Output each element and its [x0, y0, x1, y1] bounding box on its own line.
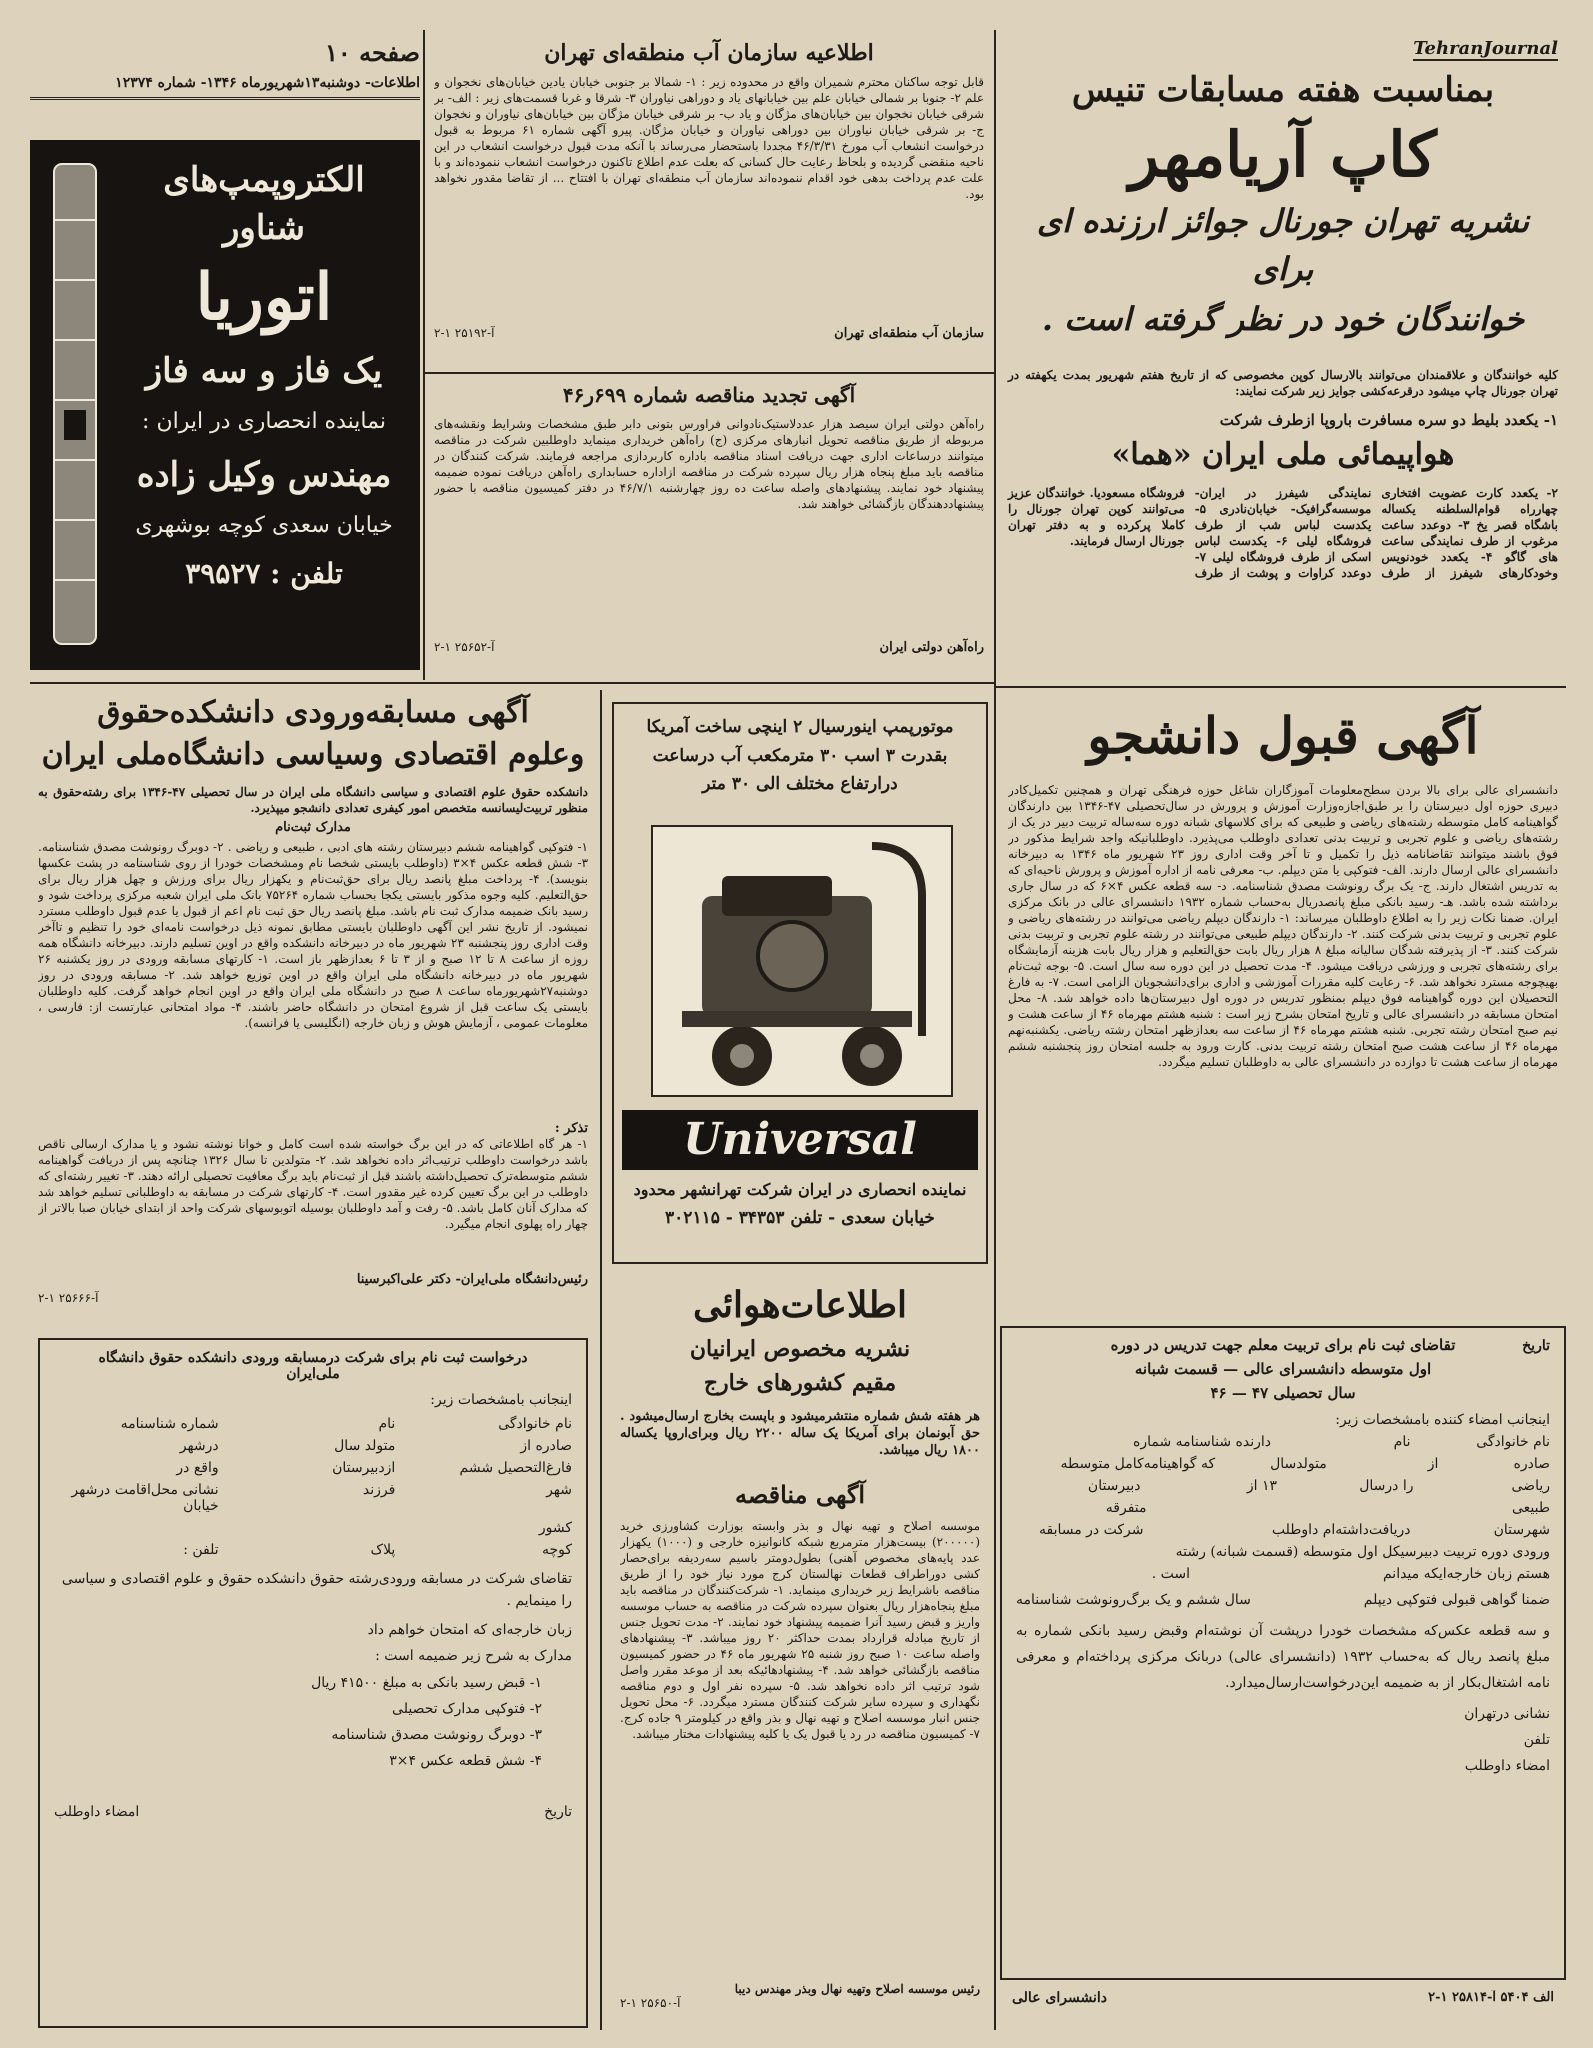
masthead-rule [30, 97, 420, 100]
row-rule [424, 372, 994, 374]
law-notes: ۱- هر گاه اطلاعاتی که در این برگ خواسته شده است کامل و خوانا نوشته نشود و یا مدارک ارسالی ناقص باشد درخواست داوطلب ترتیب‌اثر داده نخواهد شد. ۲- متولدین تا سال ۱۳۲۶ چنانچه پس از دریافت گواهینامه ششم متوسطه‌ترک تحصیل‌داشته باشند قبل از ثبت‌نام باید برگ معافیت تحصیلی ارائه دهند. ۳- تغییر رشته‌ای که داوطلب در این برگ تعیین کرده غیر مقدور است. ۴- کارتهای شرکت در مسابقه به داوطلبانی تسلیم خواهد شد که مدارک آنان کامل باشد. ۵- رفت و آمد داوطلبان بوسیله اتوبوسهای شرکت واحد از ابتدای خیابان صبا بالاتر از چهار راه پهلوی انجام میگیرد. [38, 1137, 588, 1231]
mp-agent: نماینده انحصاری در ایران شرکت تهرانشهر محدود [633, 1180, 967, 1199]
student-registration-form [1000, 1326, 1566, 1980]
law-body: ۱- فتوکپی گواهینامه ششم دبیرستان رشته های ادبی ، طبیعی و ریاضی . ۲- دوبرگ رونوشت مصدق شناسنامه. ۳- شش قطعه عکس ۴×۳ (داوطلب بایستی شخصا نام ومشخصات خودرا از روی شناسنامه در پشت عکسها بنویسد). ۴- پرداخت مبلغ پانصد ریال برای حق‌ثبت‌نام و یکهزار ریال برای ورزش و چهل هزار ریال برای حق‌التعلیم. کلیه وجوه مذکور بایستی یکجا بحساب شماره ۷۵۲۶۴ بانک ملی ایران شعبه مرکزی پرداخت شود و رسید بانک ضمیمه مدارک ثبت نام باشد. مبلغ پانصد ریال حق ثبت نام اعم از قبول یا عدم قبول داوطلب مسترد نمیشود. از تاریخ نشر این آگهی داوطلبان بایستی مطابق نمونه ذیل درخواست نامه‌ای خود را تنظیم و تاآخر وقت اداری روز پنجشنبه ۲۳ شهریور ماه در دبیرخانه دانشکده واقع در اوین تسلیم دارند. دبیرخانه دانشگاه همه روزه از ساعت ۸ تا ۱۲ صبح و از ۳ تا ۶ بعدازظهر باز است. ۱- کارتهای مسابقه ورودی در روز یکشنبه ۲۶ شهریور ماه در دبیرخانه دانشگاه ملی ایران واقع در اوین توزیع خواهد شد. ۲- مسابقه ورودی در روز دوشنبه۲۷شهریورماه ساعت ۸ صبح در دانشگاه ملی ایران واقع در اوین انجام خواهد گرفت. کلیه داوطلبان بایستی یک ساعت قبل از شروع امتحان در دانشگاه حاضر باشند. ۴- مواد امتحانی عبارتست از: فارسی ، معلومات عمومی ، آزمایش هوش و زبان خارجه (انگلیسی یا فرانسه). [38, 840, 588, 1030]
air-sub2: مقیم کشورهای خارج [703, 1370, 897, 1396]
column-rule [600, 690, 602, 2030]
law-docs-head: مدارک ثبت‌نام [275, 820, 351, 835]
rail-body: راه‌آهن دولتی ایران سیصد هزار عدد‌لاستیک‌نادوانی فراورس بتونی دابر طبق مشخصات وشرایط ونقشه‌های مربوطه از طریق مناقصه تحویل انبارهای مرکزی (ج) راه‌آهن خریداری مینماید داوطلبین شرکت در مناقصه میتوانند درساعات اداری جهت دریافت اسناد مناقصه باداره کاربردازی مراجعه فرمایند. شرکت کنندگان در مناقصه باید مبلغ پنجاه هزار ریال سپرده شرکت در مناقصه ازاداره حسابداری راه‌آهن دریافت نموده ضمیمه پیشنهاد خود نمایند. پیشنهادهای واصله ساعت ده روز چهارشنبه ۴۶/۷/۱ در دفتر کمیسیون مناقصه با حضور پیشنهاددهندگان بازگشائی خواهند شد. [434, 417, 984, 511]
sf-sign: امضاء داوطلب [1464, 1758, 1550, 1774]
ad-line3: نماینده انحصاری در ایران : [142, 409, 386, 434]
tj-sub1: نشریه تهران جورنال جوائز ارزنده ای برای [1036, 202, 1530, 288]
rail-code: آ-۲۵۶۵۲ ۱-۲ [434, 640, 495, 654]
student-body: دانشسرای عالی برای بالا بردن سطح‌معلومات آموزگاران شاغل حوزه فرهنگی تهران و همچنین تکمیل‌کادر دبیری حوزه اول دبیرستان را بر طبق‌اجازه‌وزارت آموزش و پرورش در سال‌تحصیلی ۴۷-۱۳۴۶ بین دارندگان گواهینامه کامل متوسطه رشته‌های ریاضی و طبیعی که برای کلاسهای شبانه دوره سه‌ساله تربیت دبیر در یک از رشته‌های ریاضی و علوم تجربی و تربیت بدنی تعدادی داوطلب می‌پذیرد. داوطلبانیکه واجد شرایط مذکور در فوق باشند میتوانند تقاضانامه ذیل را تکمیل و تا آخر وقت اداری روز ۲۳ شهریور ماه ۱۳۴۶ به دبیرخانه دانشسرای عالی ارسال دارند. الف- فتوکپی یا متن دیپلم. ب- معرفی نامه از اداره آموزش و پرورش ناحیه‌ای که به تدریس اشتغال دارند. ج- یک برگ رونوشت مصدق شناسنامه. د- سه قطعه عکس ۴×۶ که در سال جاری برداشته شده باشد. هـ- رسید بانکی مبلغ پانصد‌ریال به‌حساب شماره ۱۹۳۲ دانشسرای عالی در بانک مرکزی ایران. ضمنا نکات زیر را به اطلاع داوطلبان میرساند: ۱- دارندگان دیپلم ریاضی می‌توانند در رشته‌های ریاضی و علوم تجربی و تربیت بدنی شرکت کنند. ۲- دارندگان دیپلم طبیعی می‌توانند در رشته علوم تجربی و تربیت بدنی شرکت کنند. ۳- از پذیرفته شدگان سالیانه مبلغ ۸ هزار ریال بابت حق‌التعلیم و هزار ریال بابت هزینه آزمایشگاه برای رشته‌های تجربی و ورزشی دریافت میشود. ۴- مدت تحصیل در این دوره سه سال است. ۵- بوجه ثبت‌نام بهیچوجه مسترد نخواهد شد. ۶- رعایت کلیه مقررات آموزشی و اداری برای‌دانشجویان الزامی است. ۷- به فارغ التحصیلان این دوره گواهینامه فوق دیپلم بمنظور تدریس در دوره اول دبیرستان‌ها داده خواهد شد. ۸- محل امتحان مسابقه در دانشسرای عالی و تاریخ امتحان بشرح زیر است : شنبه هشتم مهرماه ۴۶ از ساعت هشت و نیم صبح امتحان رشته تجربی. شنبه هشتم مهرماه ۴۶ از ساعت سه بعدازظهر امتحان رشته ریاضی. یکشنبه‌نهم مهرماه ۴۶ از ساعت هشت صبح امتحان رشته تربیت بدنی. کارت ورود به جلسه امتحان روز پنجشنبه ششم مهرماه از ساعت هشت تا دوازده در دانشسرای عالی به داوطلبان تسلیم میگردد. [1008, 783, 1558, 1069]
motorpump-ad [612, 702, 988, 1264]
law-registration-form [38, 1338, 588, 2028]
form-row: نام خانوادگی نام شماره شناسنامه [120, 1416, 572, 1432]
mp-address: خیابان سعدی - تلفن ۳۴۳۵۳ - ۳۰۲۱۱۵ [665, 1208, 935, 1228]
water-signer: سازمان آب منطقه‌ای تهران [834, 326, 984, 341]
ad-brand: اتوریا [195, 260, 333, 335]
air-sub1: نشریه مخصوص ایرانیان [689, 1336, 911, 1362]
sf-fields [1016, 1434, 1550, 1582]
masthead [30, 38, 420, 118]
sf-cert2: سال ششم و یک برگ‌رونوشت شناسنامه [1016, 1592, 1251, 1608]
mp-line3: درارتفاع مختلف الی ۳۰ متر [702, 774, 898, 794]
form-row: شهرستان دریافت‌داشته‌ام داوطلب شرکت در مسابقه [1038, 1522, 1550, 1538]
page-label: صفحه ۱۰ [324, 38, 420, 67]
sf-head3: سال تحصیلی ۴۷ — ۴۶ [1210, 1384, 1356, 1402]
nursery-body: موسسه اصلاح و تهیه نهال و بذر وابسته بوزارت کشاورزی خرید (۲۰۰۰۰۰) بیست‌هزار مترمربع شبکه کانوانیزه خارجی و (۱۰۰۰) یکهزار عدد پایه‌های مخصوص آهنی) بطول‌دومتر باسیم سه‌ردیفه برای‌حصار کشی دوراطراف قطعات نهالستان کرج مورد نیاز خود را از طریق مناقصه باشرایط زیر خریداری مینماید. ۱- شرکت‌کنندگان در مناقصه باید مبلغ پنجاه‌هزار ریال بعنوان سپرده شرکت در مناقصه به حساب موسسه واریز و قبض رسید آنرا ضمیمه پیشنهاد خود نمایند. ۲- مدت تحویل جنس از تاریخ مبادله قرارداد بمدت حداکثر ۲۰ روز میباشد. ۳- پیشنهادهای واصله ساعت ۱۰ صبح روز شنبه ۲۵ شهریور ماه ۴۶ در حضور کمیسیون مناقصه بازگشائی خواهد شد. ۴- پیشنهادهائیکه بعد از موعد مقرر واصل شود ترتیب اثر داده نخواهد شد. ۵- سپرده نفر اول و دوم مناقصه نگهداری و سپرده سایر شرکت کنندگان مسترد میگردد. ۶- محل تحویل جنس انبار موسسه اصلاح و تهیه نهال و بذر واقع در کیلومتر ۹ جاده کرج. ۷- کمیسیون مناقصه در رد یا قبول یک یا کلیه پیشنهادات مختار میباشد. [620, 1519, 980, 1741]
row-rule [996, 686, 1566, 688]
law-notes-head: تذکر : [554, 1121, 588, 1136]
column-rule [994, 30, 996, 2030]
nursery-tender [612, 1478, 988, 2030]
list-item: ۴- شش قطعه عکس ۴×۳ [389, 1753, 542, 1769]
law-form-date: تاریخ [544, 1804, 572, 1820]
pump-machine-illustration [622, 806, 978, 1106]
law-form-sign: امضاء داوطلب [54, 1804, 140, 1820]
sf-footer-org: دانشسرای عالی [1012, 1990, 1107, 2006]
ad-line1: الکتروپمپ‌های شناور [163, 160, 365, 248]
rail-title: آگهی تجدید مناقصه شماره ۶۹۹ر۴۶ [562, 383, 856, 407]
electropump-ad [30, 140, 420, 670]
law-form-fields [54, 1416, 572, 1558]
tj-airline: هواپیمائی ملی ایران «هما» [1111, 437, 1455, 472]
tj-prizes: ۲- یکعدد کارت عضویت افتخاری چهارراه قوام‌السلطنه یکساله باشگاه قصر یخ ۳- دوعدد ساعت مرغوب از طرف نمایندگی ساعت های گاگو ۴- یکعدد خودنویس وخودکارهای شیفرز از طرف نمایندگی شیفرز در ایران- موسسه‌گرافیک- خیابان‌نادری ۵- یکدست لباس شب از طرف فروشگاه لیلی ۶- یکدست لباس اسکی از طرف فروشگاه لیلی ۷- دوعدد کراوات و پوشت از طرف فروشگاه مسعودیا. خوانندگان عزیز می‌توانند کوپن تهران جورنال را کاملا پرکرده و به دفتر تهران جورنال ارسال فرمایند. [1008, 486, 1558, 580]
rail-signer: راه‌آهن دولتی ایران [879, 640, 984, 655]
student-footer [1000, 1990, 1566, 2026]
law-form-items [54, 1670, 572, 1774]
tj-title: کاپ آریامهر [1129, 118, 1437, 191]
sf-cert: ضمنا گواهی قبولی فتوکپی دیپلم [1363, 1592, 1550, 1608]
form-row: نام خانوادگی نام دارنده شناسنامه شماره [1133, 1434, 1550, 1450]
law-form-title1: درخواست ثبت نام برای شرکت درمسابقه ورودی دانشکده حقوق دانشگاه [98, 1350, 528, 1366]
form-row: هستم زبان خارجه‌ایکه میدانم است . [1151, 1566, 1550, 1582]
ad-phone: تلفن : ۳۹۵۲۷ [185, 557, 343, 590]
form-row: صادره از متولدسال که گواهینامه‌کامل متوسطه [1060, 1456, 1550, 1472]
form-row: صادره از متولد سال درشهر [179, 1438, 572, 1454]
tehran-journal-notice [1000, 38, 1566, 678]
dateline: اطلاعات- دوشنبه۱۳شهریورماه ۱۳۴۶- شماره ۱۲۳۷۴ [115, 75, 420, 91]
ad-line2: یک فاز و سه فاز [145, 351, 383, 391]
law-title2: وعلوم اقتصادی وسیاسی دانشگاه‌ملی ایران [41, 737, 585, 772]
law-form-request: تقاضای شرکت در مسابقه ورودی‌رشته حقوق دانشکده حقوق و علوم اقتصادی و سیاسی را مینمایم . [61, 1571, 572, 1609]
air-news-ad [612, 1278, 988, 1468]
list-item: ۳- دوبرگ رونوشت مصدق شناسنامه [331, 1727, 542, 1743]
law-school-ad [30, 692, 596, 1332]
form-row: ورودی دوره تربیت دبیرسیکل اول متوسطه (قسمت شبانه) رشته [1175, 1544, 1550, 1560]
water-code: آ-۲۵۱۹۲ ۱-۲ [434, 326, 495, 340]
law-title1: آگهی مسابقه‌ورودی دانشکده‌حقوق [97, 695, 529, 730]
sf-intro: اینجانب امضاء کننده بامشخصات زیر: [1335, 1412, 1550, 1428]
form-row: شهر فرزند نشانی محل‌اقامت درشهر خیابان [71, 1482, 572, 1514]
row-rule [30, 682, 994, 684]
law-form-title2: ملی‌ایران [286, 1366, 340, 1382]
sf-tail: و سه قطعه عکس‌که مشخصات خودرا درپشت آن نوشته‌ام وقبض رسید بانکی شماره به مبلغ پانصد ریال که به‌حساب ۱۹۳۲ (دانشسرای عالی) دربانک مرکزی پرداخته‌ام و معرفی نامه اشتغال‌بکار از به ضمیمه این‌درخواست‌ارسال‌میدارد. [1016, 1623, 1550, 1691]
pump-illustration [44, 160, 106, 650]
law-form-docs: مدارک به شرح زیر ضمیمه است : [375, 1648, 572, 1664]
sf-phone: تلفن [1523, 1732, 1550, 1748]
form-row: کشور [538, 1520, 572, 1536]
law-form-intro: اینجانب بامشخصات زیر: [430, 1392, 572, 1408]
form-row: طبیعی متفرقه [1105, 1500, 1550, 1516]
sf-head2: اول متوسطه دانشسرای عالی — قسمت شبانه [1134, 1360, 1432, 1378]
water-title: اطلاعیه سازمان آب منطقه‌ای تهران [544, 40, 874, 66]
rail-tender [428, 380, 990, 678]
law-form-lang: زبان خارجه‌ای که امتحان خواهم داد [367, 1622, 572, 1638]
tj-sub2: خوانندگان خود در نظر گرفته است . [1041, 300, 1525, 338]
air-body: هر هفته شش شماره منتشرمیشود و باپست بخارج ارسال‌میشود . حق آبونمان برای آمریکا یک ساله ۲۲۰۰ ریال وبرای‌اروپا یکساله ۱۸۰۰ ریال میباشد. [620, 1409, 980, 1458]
ad-address: خیابان سعدی کوچه بوشهری [135, 513, 393, 538]
nursery-code: آ-۲۵۶۵۰ ۱-۲ [620, 1996, 681, 2010]
tj-para: کلیه خوانندگان و علاقمندان می‌توانند بالارسال کوپن مخصوصی که از تاریخ هفتم شهریور بمدت یکهفته در تهران جورنال چاپ میشود درقرعه‌کشی جوایز زیر شرکت نمایند: [1008, 368, 1558, 398]
law-intro: دانشکده حقوق علوم اقتصادی و سیاسی دانشگاه ملی ایران در سال تحصیلی ۴۷-۱۳۴۶ برای رشته‌حقوق به منظور تربیت‌لیسانسه متخصص امور کیفری تعدادی دانشجو میپذیرد. [38, 785, 588, 815]
water-notice [428, 38, 990, 368]
column-rule [423, 30, 425, 680]
form-row: ریاضی را درسال ۱۳ از دبیرستان [1087, 1478, 1550, 1494]
tj-prize1: ۱- یکعدد بلیط دو سره مسافرت باروپا ازطرف شرکت [1219, 411, 1558, 429]
water-body: قابل توجه ساکنان محترم شمیران واقع در محدوده زیر : ۱- شمالا بر جنوبی خیابان یادین خیابان‌های نخجوان و علم ۲- جنوبا بر شمالی خیابان علم بین خیابانهای یاد و دوراهی نیاوران ۳- شرقا و غربا قسمت‌های زیر : الف- بر شرقی خیابان نخجوان بین خیابان‌های مژگان و یاد ب- بر شرقی خیابان مژگان بین خیابان‌های نیاوران و نخجوان ج- بر شرقی خیابان نیاوران بین دوراهی نیاوران و خیابان مژگان. پیرو آگهی شماره ۶۱ مربوط به قبول درخواست انشعاب آب مورخ ۴۶/۳/۳۱ مجددا باستحضار می‌رساند با آنکه مدت قبول درخواست انشعاب در این ناحیه منقضی گردیده و بلحاظ رعایت حال کسانی که بعلت عدم اطلاع تاکنون درخواست انشعاب ننموده‌اند و با علت عدم پرداخت بدهی خود اقدام ننموده‌اند سازمان آب منطقه‌ای تهران با افتتاح ... از تقاضا مقدور نخواهد بود. [434, 75, 984, 201]
tehran-journal-logo: TehranJournal [1413, 38, 1558, 59]
form-row: کوچه پلاک تلفن : [183, 1542, 572, 1558]
mp-line2: بقدرت ۳ اسب ۳۰ مترمکعب آب درساعت [652, 746, 948, 766]
sf-addr: نشانی درتهران [1464, 1706, 1550, 1722]
mp-line1: موتورپمپ اینورسیال ۲ اینچی ساخت آمریکا [646, 717, 954, 737]
ad-agent: مهندس وکیل زاده [136, 455, 392, 495]
student-admission-ad [1000, 696, 1566, 1316]
list-item: ۲- فتوکپی مدارک تحصیلی [392, 1701, 542, 1717]
nursery-title: آگهی مناقصه [734, 1480, 866, 1509]
tj-kicker: بمناسبت هفته مسابقات تنیس [1071, 70, 1495, 110]
sf-footer-code: الف ۵۴۰۴ آ-۲۵۸۱۴ ۱-۲ [1428, 1990, 1554, 2005]
sf-date-label: تاریخ [1522, 1338, 1550, 1354]
sf-head1: تقاضای ثبت نام برای تربیت معلم جهت تدریس در دوره [1110, 1336, 1456, 1354]
student-title: آگهی قبول دانشجو [1087, 706, 1479, 765]
mp-brand: Universal [622, 1110, 978, 1170]
law-signer: رئیس‌دانشگاه ملی‌ایران- دکتر علی‌اکبرسینا [356, 1272, 588, 1287]
list-item: ۱- قبض رسید بانکی به مبلغ ۴۱۵۰۰ ریال [311, 1675, 542, 1691]
law-code: آ-۲۵۶۶۶ ۱-۲ [38, 1291, 99, 1305]
air-title: اطلاعات‌هوائی [692, 1284, 908, 1326]
form-row: فارغ‌التحصیل ششم ازدبیرستان واقع در [176, 1460, 572, 1476]
nursery-signer: رئیس موسسه اصلاح وتهیه نهال وبذر مهندس دیبا [734, 1982, 980, 1996]
